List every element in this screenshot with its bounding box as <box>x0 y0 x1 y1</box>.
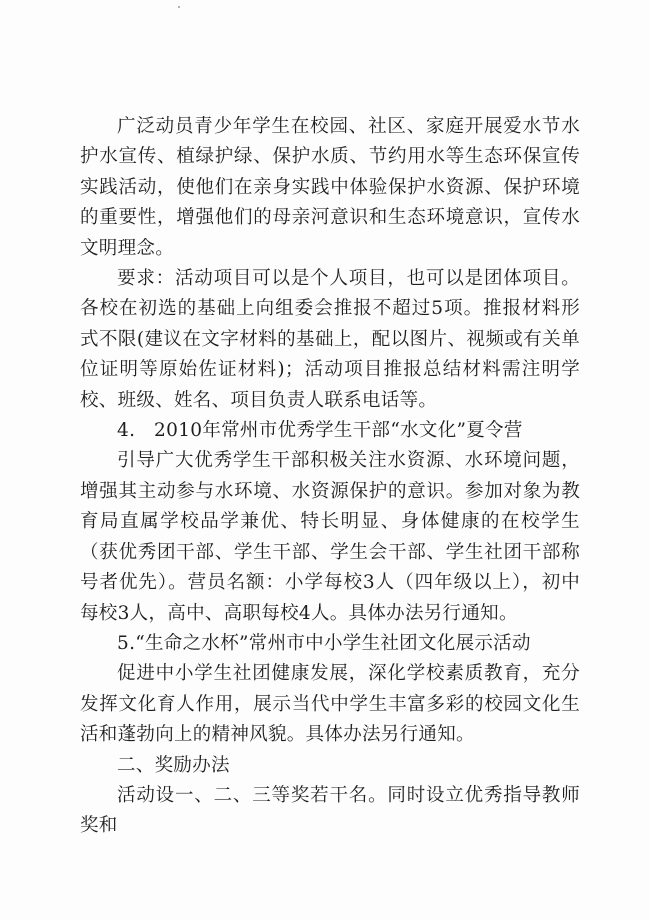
scan-speck <box>178 6 180 8</box>
paragraph-publicity-activities: 广泛动员青少年学生在校园、社区、家庭开展爱水节水护水宣传、植绿护绿、保护水质、节约用水等生态环保宣传实践活动，使他们在亲身实践中体验保护水资源、保护环境的重要性，增强他们的母亲河意识和生态环境意识，宣传水文明理念。 <box>80 116 580 259</box>
document-body <box>80 112 580 842</box>
paragraph-summer-camp: 引导广大优秀学生干部积极关注水资源、水环境问题，增强其主动参与水环境、水资源保护的意识。参加对象为教育局直属学校品学兼优、特长明显、身体健康的在校学生（获优秀团干部、学生干部、学生会干部、学生社团干部称号者优先）。营员名额：小学每校3人（四年级以上），初中每校3人，高中、高职每校4人。具体办法另行通知。 <box>80 450 580 624</box>
heading-summer-camp: 4. 2010年常州市优秀学生干部“水文化”夏令营 <box>117 420 523 442</box>
heading-club-culture: 5.“生命之水杯”常州市中小学生社团文化展示活动 <box>117 632 531 654</box>
paragraph-rewards: 活动设一、二、三等奖若干名。同时设立优秀指导教师奖和 <box>80 784 580 837</box>
paragraph-club-culture: 促进中小学生社团健康发展，深化学校素质教育，充分发挥文化育人作用，展示当代中学生丰富多彩的校园文化生活和蓬勃向上的精神风貌。具体办法另行通知。 <box>80 663 580 746</box>
paragraph-requirements: 要求：活动项目可以是个人项目，也可以是团体项目。各校在初选的基础上向组委会推报不超过5项。推报材料形式不限(建议在文字材料的基础上，配以图片、视频或有关单位证明等原始佐证材料)；活动项目推报总结材料需注明学校、班级、姓名、项目负责人联系电话等。 <box>80 268 580 411</box>
heading-rewards: 二、奖励办法 <box>117 754 230 776</box>
